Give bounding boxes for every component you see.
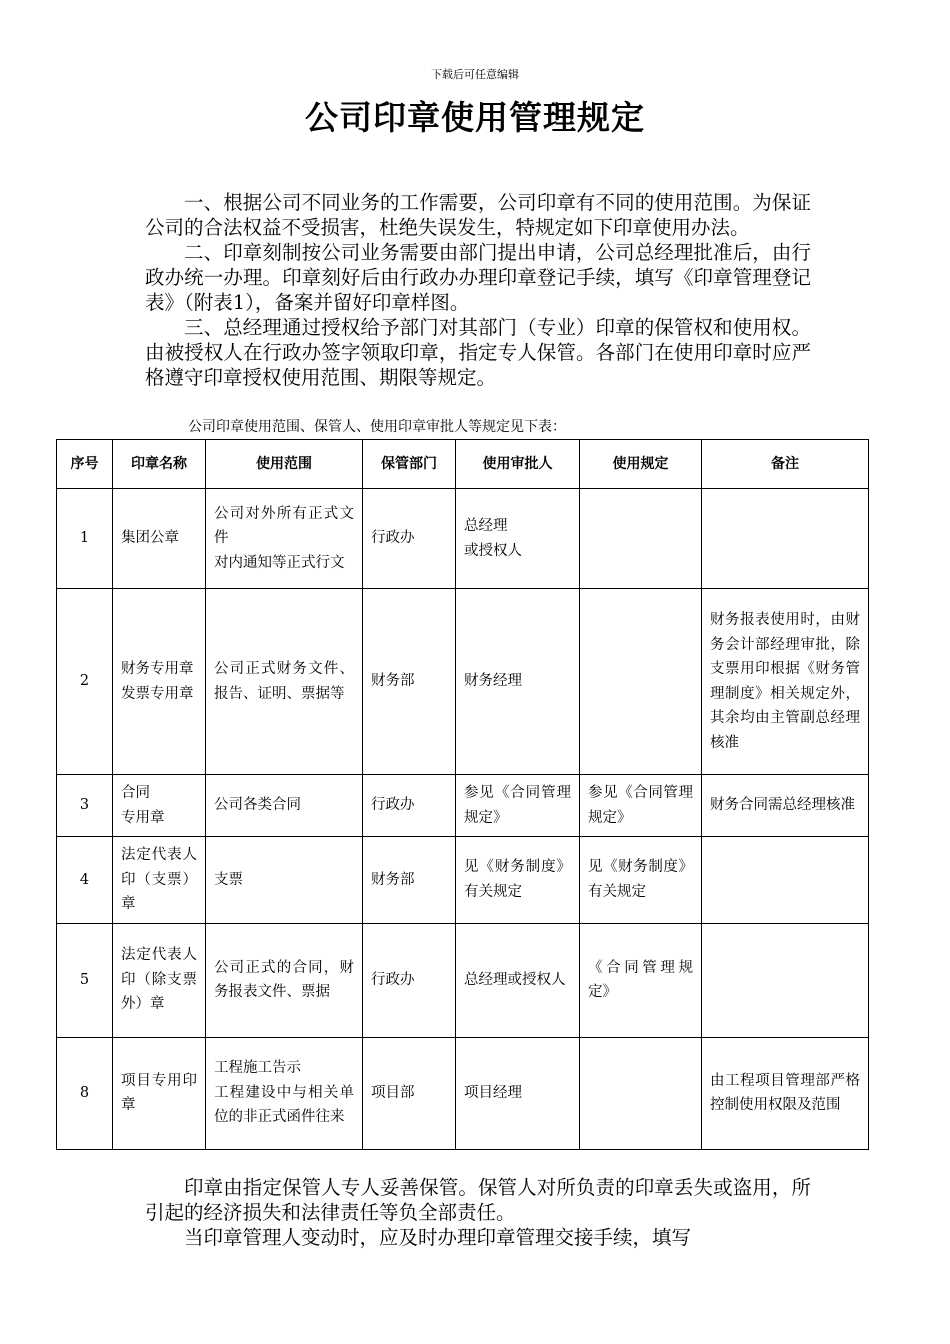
cell-rules: 《合同管理规定》 — [580, 923, 702, 1037]
table-row — [57, 1037, 869, 1149]
cell-rules: 参见《合同管理规定》 — [580, 775, 702, 837]
cell-scope: 公司正式的合同，财务报表文件、票据 — [206, 923, 363, 1037]
paragraph-2: 二、印章刻制按公司业务需要由部门提出申请，公司总经理批准后，由行政办统一办理。印章刻好后由行政办办理印章登记手续，填写《印章管理登记表》（附表1），备案并留好印章样图。 — [145, 241, 811, 314]
cell-custodian: 行政办 — [363, 923, 456, 1037]
cell-scope: 公司正式财务文件、报告、证明、票据等 — [206, 589, 363, 775]
cell-scope: 工程施工告示 工程建设中与相关单位的非正式函件往来 — [206, 1037, 363, 1149]
cell-index: 1 — [57, 489, 113, 589]
table-body — [57, 489, 869, 1150]
table-row — [57, 489, 869, 589]
cell-remarks: 由工程项目管理部严格控制使用权限及范围 — [702, 1037, 869, 1149]
cell-seal-name: 财务专用章 发票专用章 — [113, 589, 206, 775]
cell-scope: 公司对外所有正式文件 对内通知等正式行文 — [206, 489, 363, 589]
header-note: 下载后可任意编辑 — [431, 68, 519, 81]
cell-index: 2 — [57, 589, 113, 775]
header-custodian: 保管部门 — [363, 440, 456, 489]
paragraph-3: 三、总经理通过授权给予部门对其部门（专业）印章的保管权和使用权。由被授权人在行政办签字领取印章，指定专人保管。各部门在使用印章时应严格遵守印章授权使用范围、期限等规定。 — [145, 316, 811, 389]
cell-index: 8 — [57, 1037, 113, 1149]
table-caption: 公司印章使用范围、保管人、使用印章审批人等规定见下表： — [188, 419, 566, 435]
cell-seal-name: 法定代表人印（除支票外）章 — [113, 923, 206, 1037]
cell-approver: 项目经理 — [456, 1037, 580, 1149]
closing-paragraph-2: 当印章管理人变动时，应及时办理印章管理交接手续，填写 — [184, 1226, 692, 1249]
cell-rules — [580, 1037, 702, 1149]
header-scope: 使用范围 — [206, 440, 363, 489]
cell-approver: 见《财务制度》有关规定 — [456, 837, 580, 924]
cell-seal-name: 法定代表人印（支票）章 — [113, 837, 206, 924]
cell-rules — [580, 489, 702, 589]
cell-seal-name: 合同 专用章 — [113, 775, 206, 837]
document-title: 公司印章使用管理规定 — [305, 98, 645, 137]
closing-paragraphs — [145, 1175, 811, 1250]
closing-paragraph-1: 印章由指定保管人专人妥善保管。保管人对所负责的印章丢失或盗用，所引起的经济损失和法律责任等负全部责任。 — [145, 1176, 811, 1224]
header-index: 序号 — [57, 440, 113, 489]
cell-remarks — [702, 837, 869, 924]
cell-custodian: 财务部 — [363, 589, 456, 775]
cell-index: 4 — [57, 837, 113, 924]
cell-approver: 总经理或授权人 — [456, 923, 580, 1037]
cell-custodian: 行政办 — [363, 489, 456, 589]
cell-rules — [580, 589, 702, 775]
header-rules: 使用规定 — [580, 440, 702, 489]
cell-scope: 公司各类合同 — [206, 775, 363, 837]
cell-approver: 财务经理 — [456, 589, 580, 775]
table-row — [57, 923, 869, 1037]
table-row — [57, 775, 869, 837]
header-approver: 使用审批人 — [456, 440, 580, 489]
cell-approver: 总经理 或授权人 — [456, 489, 580, 589]
cell-custodian: 财务部 — [363, 837, 456, 924]
header-remarks: 备注 — [702, 440, 869, 489]
header-seal-name: 印章名称 — [113, 440, 206, 489]
table-row — [57, 589, 869, 775]
cell-index: 5 — [57, 923, 113, 1037]
table-header-row — [57, 440, 869, 489]
cell-scope: 支票 — [206, 837, 363, 924]
cell-custodian: 行政办 — [363, 775, 456, 837]
cell-custodian: 项目部 — [363, 1037, 456, 1149]
cell-remarks — [702, 923, 869, 1037]
cell-remarks: 财务报表使用时，由财务会计部经理审批，除支票用印根据《财务管理制度》相关规定外，其余均由主管副总经理核准 — [702, 589, 869, 775]
cell-seal-name: 项目专用印章 — [113, 1037, 206, 1149]
cell-remarks — [702, 489, 869, 589]
intro-paragraphs — [145, 190, 811, 390]
cell-remarks: 财务合同需总经理核准 — [702, 775, 869, 837]
cell-rules: 见《财务制度》有关规定 — [580, 837, 702, 924]
cell-seal-name: 集团公章 — [113, 489, 206, 589]
cell-index: 3 — [57, 775, 113, 837]
seal-usage-table — [56, 439, 869, 1150]
paragraph-1: 一、根据公司不同业务的工作需要，公司印章有不同的使用范围。为保证公司的合法权益不受损害，杜绝失误发生，特规定如下印章使用办法。 — [145, 191, 811, 239]
cell-approver: 参见《合同管理规定》 — [456, 775, 580, 837]
table-row — [57, 837, 869, 924]
